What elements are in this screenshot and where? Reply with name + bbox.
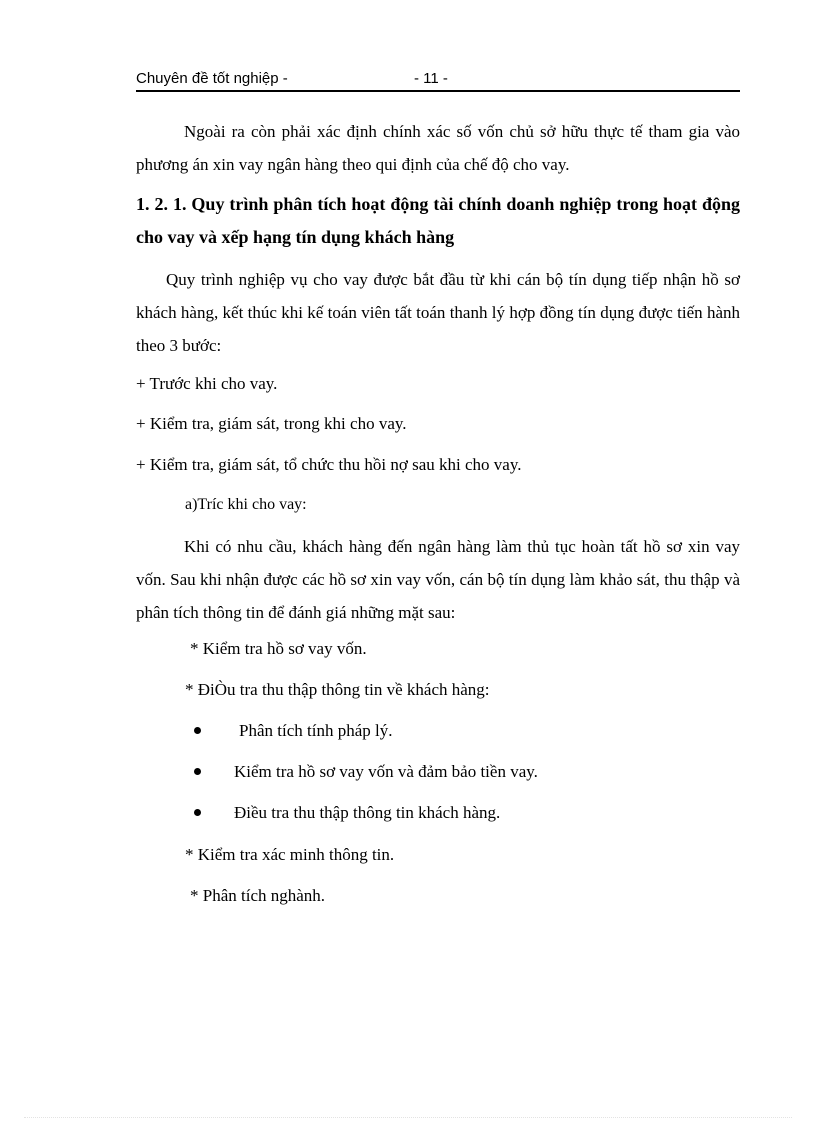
bullet-text: Điều tra thu thập thông tin khách hàng. [234, 803, 501, 822]
step-before-loan: + Trước khi cho vay. [136, 374, 278, 393]
bullet-text: Kiểm tra hồ sơ vay vốn và đảm bảo tiền vay. [234, 762, 538, 781]
star-item-check-documents: * Kiểm tra hồ sơ vay vốn. [190, 639, 367, 658]
star-item-verify-info: * Kiểm tra xác minh thông tin. [185, 845, 395, 864]
star-item-industry-analysis: * Phân tích nghành. [190, 886, 326, 905]
bullet-dot-icon [194, 727, 201, 734]
sub-heading-before-loan: a)Tríc khi cho vay: [185, 496, 307, 513]
bullet-dot-icon [194, 809, 201, 816]
section-heading: 1. 2. 1. Quy trình phân tích hoạt động tài chính doanh nghiệp trong hoạt động cho vay và xếp hạng tín dụng khách hàng [136, 194, 740, 247]
header-title: Chuyên đề tốt nghiệp - [136, 70, 288, 87]
paragraph-customer-needs: Khi có nhu cầu, khách hàng đến ngân hàng làm thủ tục hoàn tất hồ sơ xin vay vốn. Sau khi nhận được các hồ sơ xin vay vốn, cán bộ tín dụng làm khảo sát, thu thập và phân tích thông tin để đánh giá những mặt sau: [136, 537, 740, 622]
star-item-investigate-info: * ĐiÒu tra thu thập thông tin về khách hàng: [185, 680, 490, 699]
bullet-text: Phân tích tính pháp lý. [239, 721, 393, 740]
page-header [136, 66, 740, 92]
paragraph-loan-process: Quy trình nghiệp vụ cho vay được bắt đầu từ khi cán bộ tín dụng tiếp nhận hồ sơ khách hàng, kết thúc khi kế toán viên tất toán thanh lý hợp đồng tín dụng được tiến hành theo 3 bước: [136, 270, 740, 355]
footer-divider [24, 1117, 792, 1118]
page-number: - 11 - [414, 70, 448, 87]
step-after-loan: + Kiểm tra, giám sát, tổ chức thu hồi nợ sau khi cho vay. [136, 455, 522, 474]
paragraph-owner-equity: Ngoài ra còn phải xác định chính xác số vốn chủ sở hữu thực tế tham gia vào phương án xin vay ngân hàng theo qui định của chế độ cho vay. [136, 122, 740, 174]
step-during-loan: + Kiểm tra, giám sát, trong khi cho vay. [136, 414, 407, 433]
bullet-dot-icon [194, 768, 201, 775]
